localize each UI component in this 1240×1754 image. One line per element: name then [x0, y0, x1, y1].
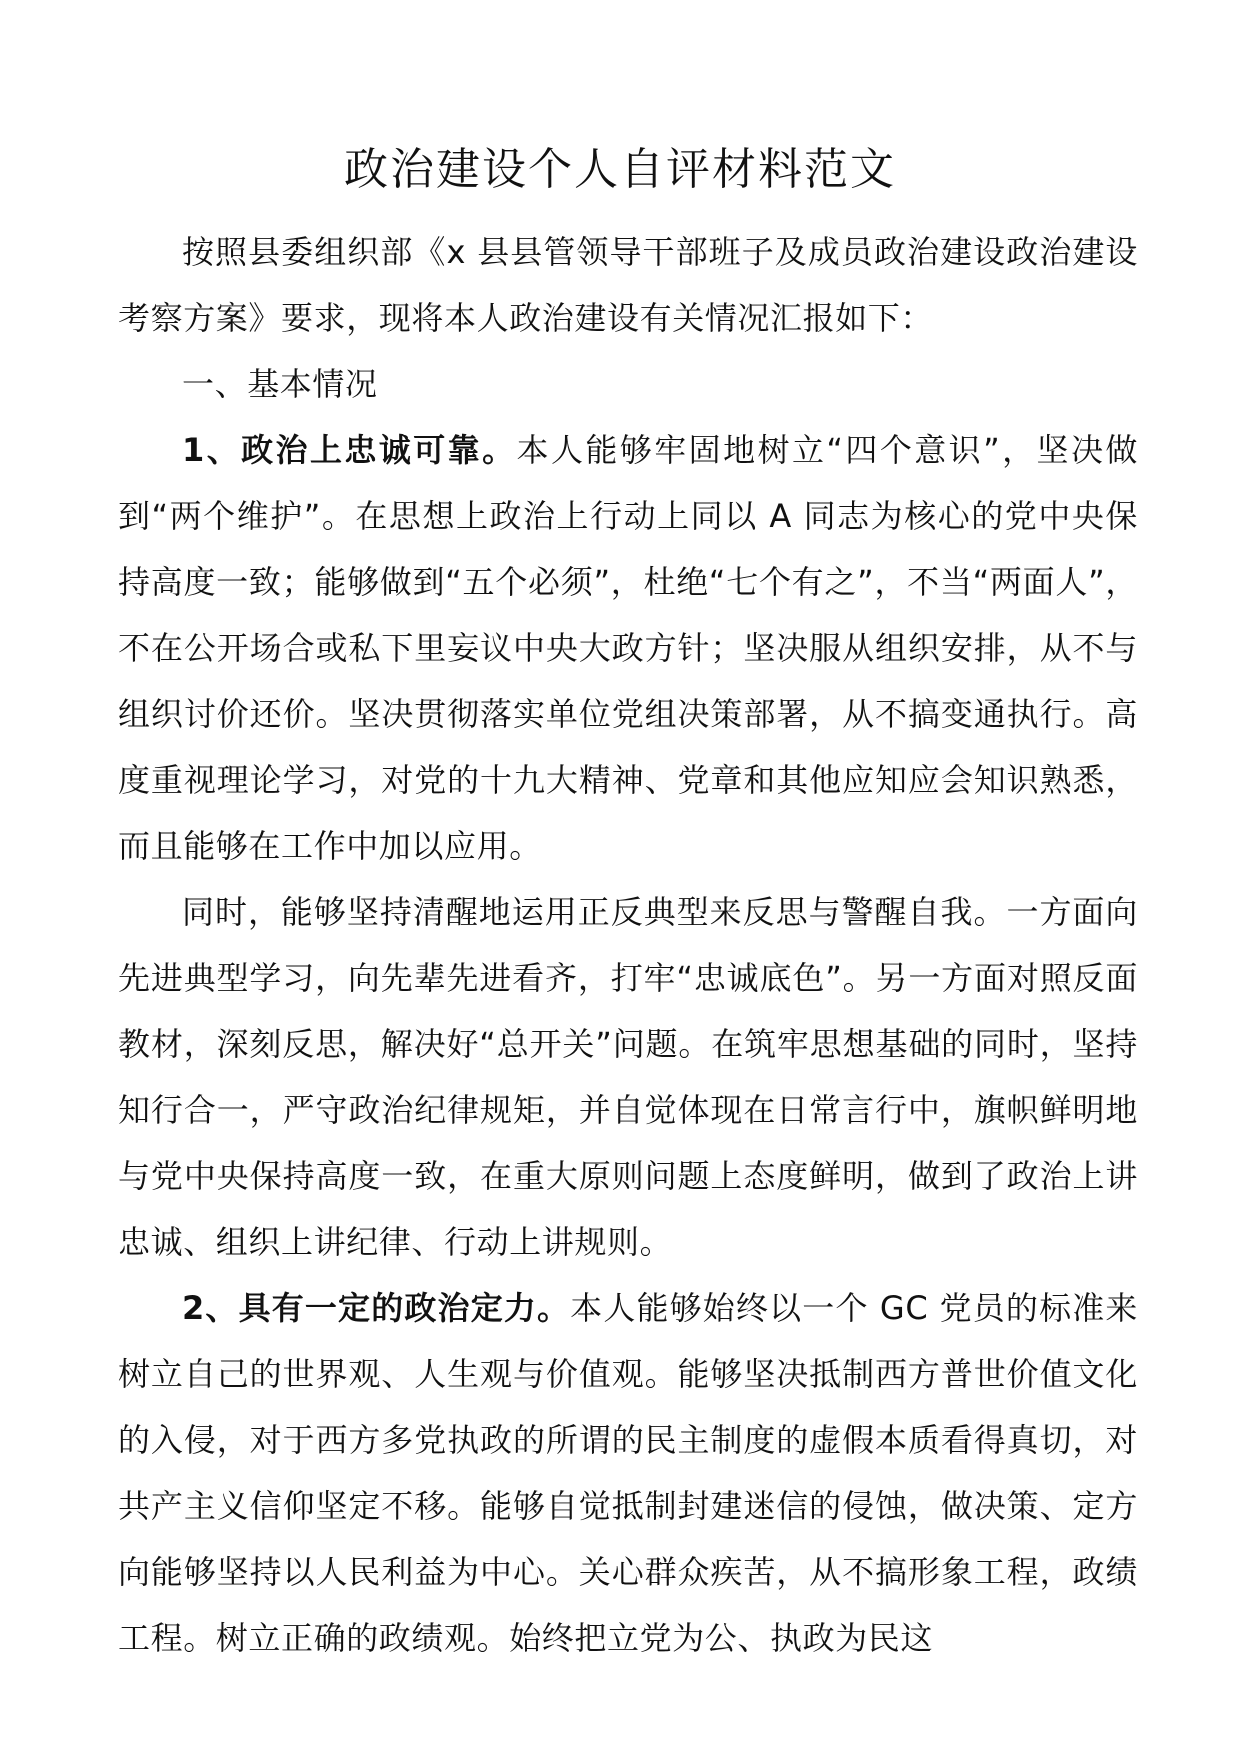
paragraph-point-2: [118, 1275, 1138, 1671]
section-heading-basic-situation: [118, 351, 1138, 417]
document-title: 政治建设个人自评材料范文: [344, 144, 896, 195]
paragraph-continuation: [118, 879, 1138, 1275]
paragraph-text: 同时，能够坚持清醒地运用正反典型来反思与警醒自我。一方面向先进典型学习，向先辈先进看齐，打牢“忠诚底色”。另一方面对照反面教材，深刻反思，解决好“总开关”问题。在筑牢思想基础的同时，坚持知行合一，严守政治纪律规矩，并自觉体现在日常言行中，旗帜鲜明地与党中央保持高度一致，在重大原则问题上态度鲜明，做到了政治上讲忠诚、组织上讲纪律、行动上讲规则。: [118, 893, 1138, 1261]
paragraph-lead: 1、政治上忠诚可靠。: [182, 431, 517, 469]
paragraph-text: 本人能够始终以一个 GC 党员的标准来树立自己的世界观、人生观与价值观。能够坚决抵制西方普世价值文化的入侵，对于西方多党执政的所谓的民主制度的虚假本质看得真切，对共产主义信仰坚定不移。能够自觉抵制封建迷信的侵蚀，做决策、定方向能够坚持以人民利益为中心。关心群众疾苦，从不搞形象工程，政绩工程。树立正确的政绩观。始终把立党为公、执政为民这: [118, 1289, 1138, 1657]
paragraph-point-1: [118, 417, 1138, 879]
document-body: [118, 219, 1138, 1671]
paragraph-text: 按照县委组织部《x 县县管领导干部班子及成员政治建设政治建设考察方案》要求，现将本人政治建设有关情况汇报如下：: [118, 233, 1138, 337]
paragraph-text: 本人能够牢固地树立“四个意识”，坚决做到“两个维护”。在思想上政治上行动上同以 A 同志为核心的党中央保持高度一致；能够做到“五个必须”，杜绝“七个有之”，不当“两面人”，不在公开场合或私下里妄议中央大政方针；坚决服从组织安排，从不与组织讨价还价。坚决贯彻落实单位党组决策部署，从不搞变通执行。高度重视理论学习，对党的十九大精神、党章和其他应知应会知识熟悉，而且能够在工作中加以应用。: [118, 431, 1138, 865]
paragraph-intro: [118, 219, 1138, 351]
paragraph-text: 一、基本情况: [182, 365, 378, 403]
paragraph-lead: 2、具有一定的政治定力。: [182, 1289, 571, 1327]
